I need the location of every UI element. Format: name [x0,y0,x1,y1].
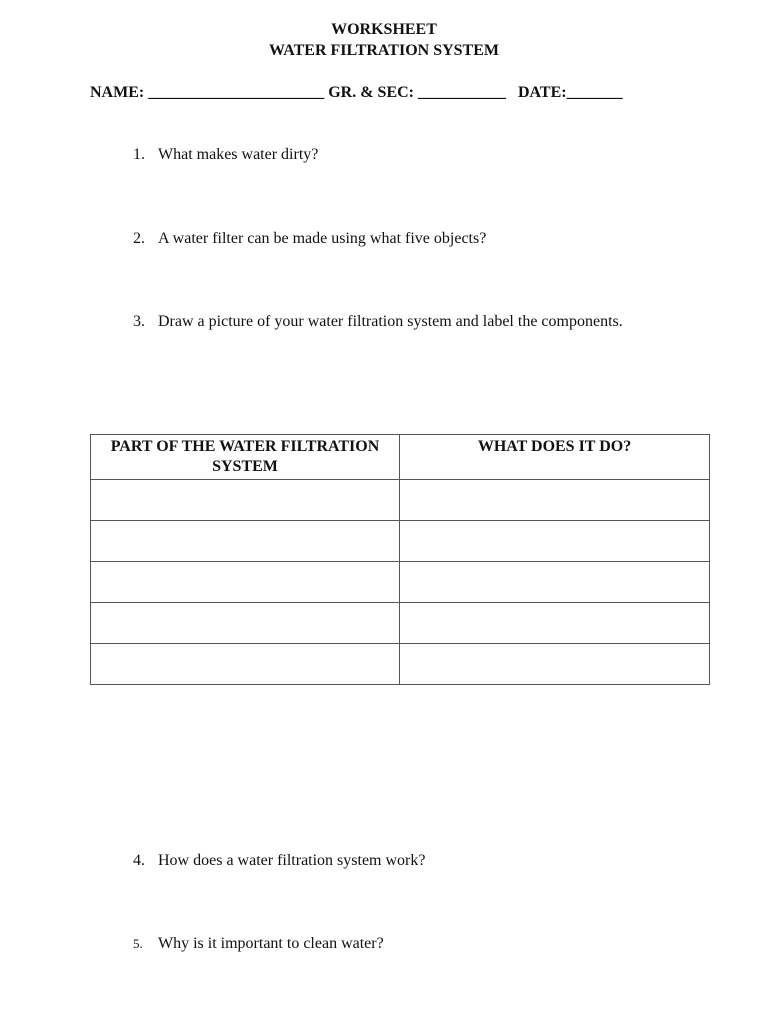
question-number: 5. [133,936,143,951]
question-1 [133,145,318,165]
question-2 [133,229,486,249]
table-cell[interactable] [400,644,710,685]
column-header-function: WHAT DOES IT DO? [400,435,710,480]
table-row [91,562,710,603]
question-text: What makes water dirty? [158,146,319,163]
column-header-part: PART OF THE WATER FILTRATION SYSTEM [91,435,400,480]
table-cell[interactable] [91,562,400,603]
question-number: 2. [133,230,145,247]
table-cell[interactable] [400,480,710,521]
table-header-row [91,435,710,480]
question-text: Draw a picture of your water filtration system and label the components. [158,313,623,330]
student-info-line: NAME: ______________________ GR. & SEC: ___________ DATE:_______ [90,84,623,101]
table-row [91,521,710,562]
question-text: A water filter can be made using what five objects? [158,230,487,247]
table-row [91,603,710,644]
question-number: 4. [133,852,145,869]
question-5 [133,934,384,954]
filtration-parts-table [90,434,710,685]
table-cell[interactable] [91,480,400,521]
question-number: 3. [133,313,145,330]
worksheet-subtitle: WATER FILTRATION SYSTEM [269,42,499,59]
table-cell[interactable] [91,644,400,685]
table-cell[interactable] [91,603,400,644]
question-4 [133,851,425,871]
question-text: Why is it important to clean water? [158,935,384,952]
question-number: 1. [133,146,145,163]
question-3 [133,312,623,332]
table-cell[interactable] [91,521,400,562]
table-cell[interactable] [400,521,710,562]
table-row [91,480,710,521]
table-row [91,644,710,685]
question-text: How does a water filtration system work? [158,852,426,869]
worksheet-title: WORKSHEET [331,21,437,38]
table-cell[interactable] [400,603,710,644]
table-cell[interactable] [400,562,710,603]
